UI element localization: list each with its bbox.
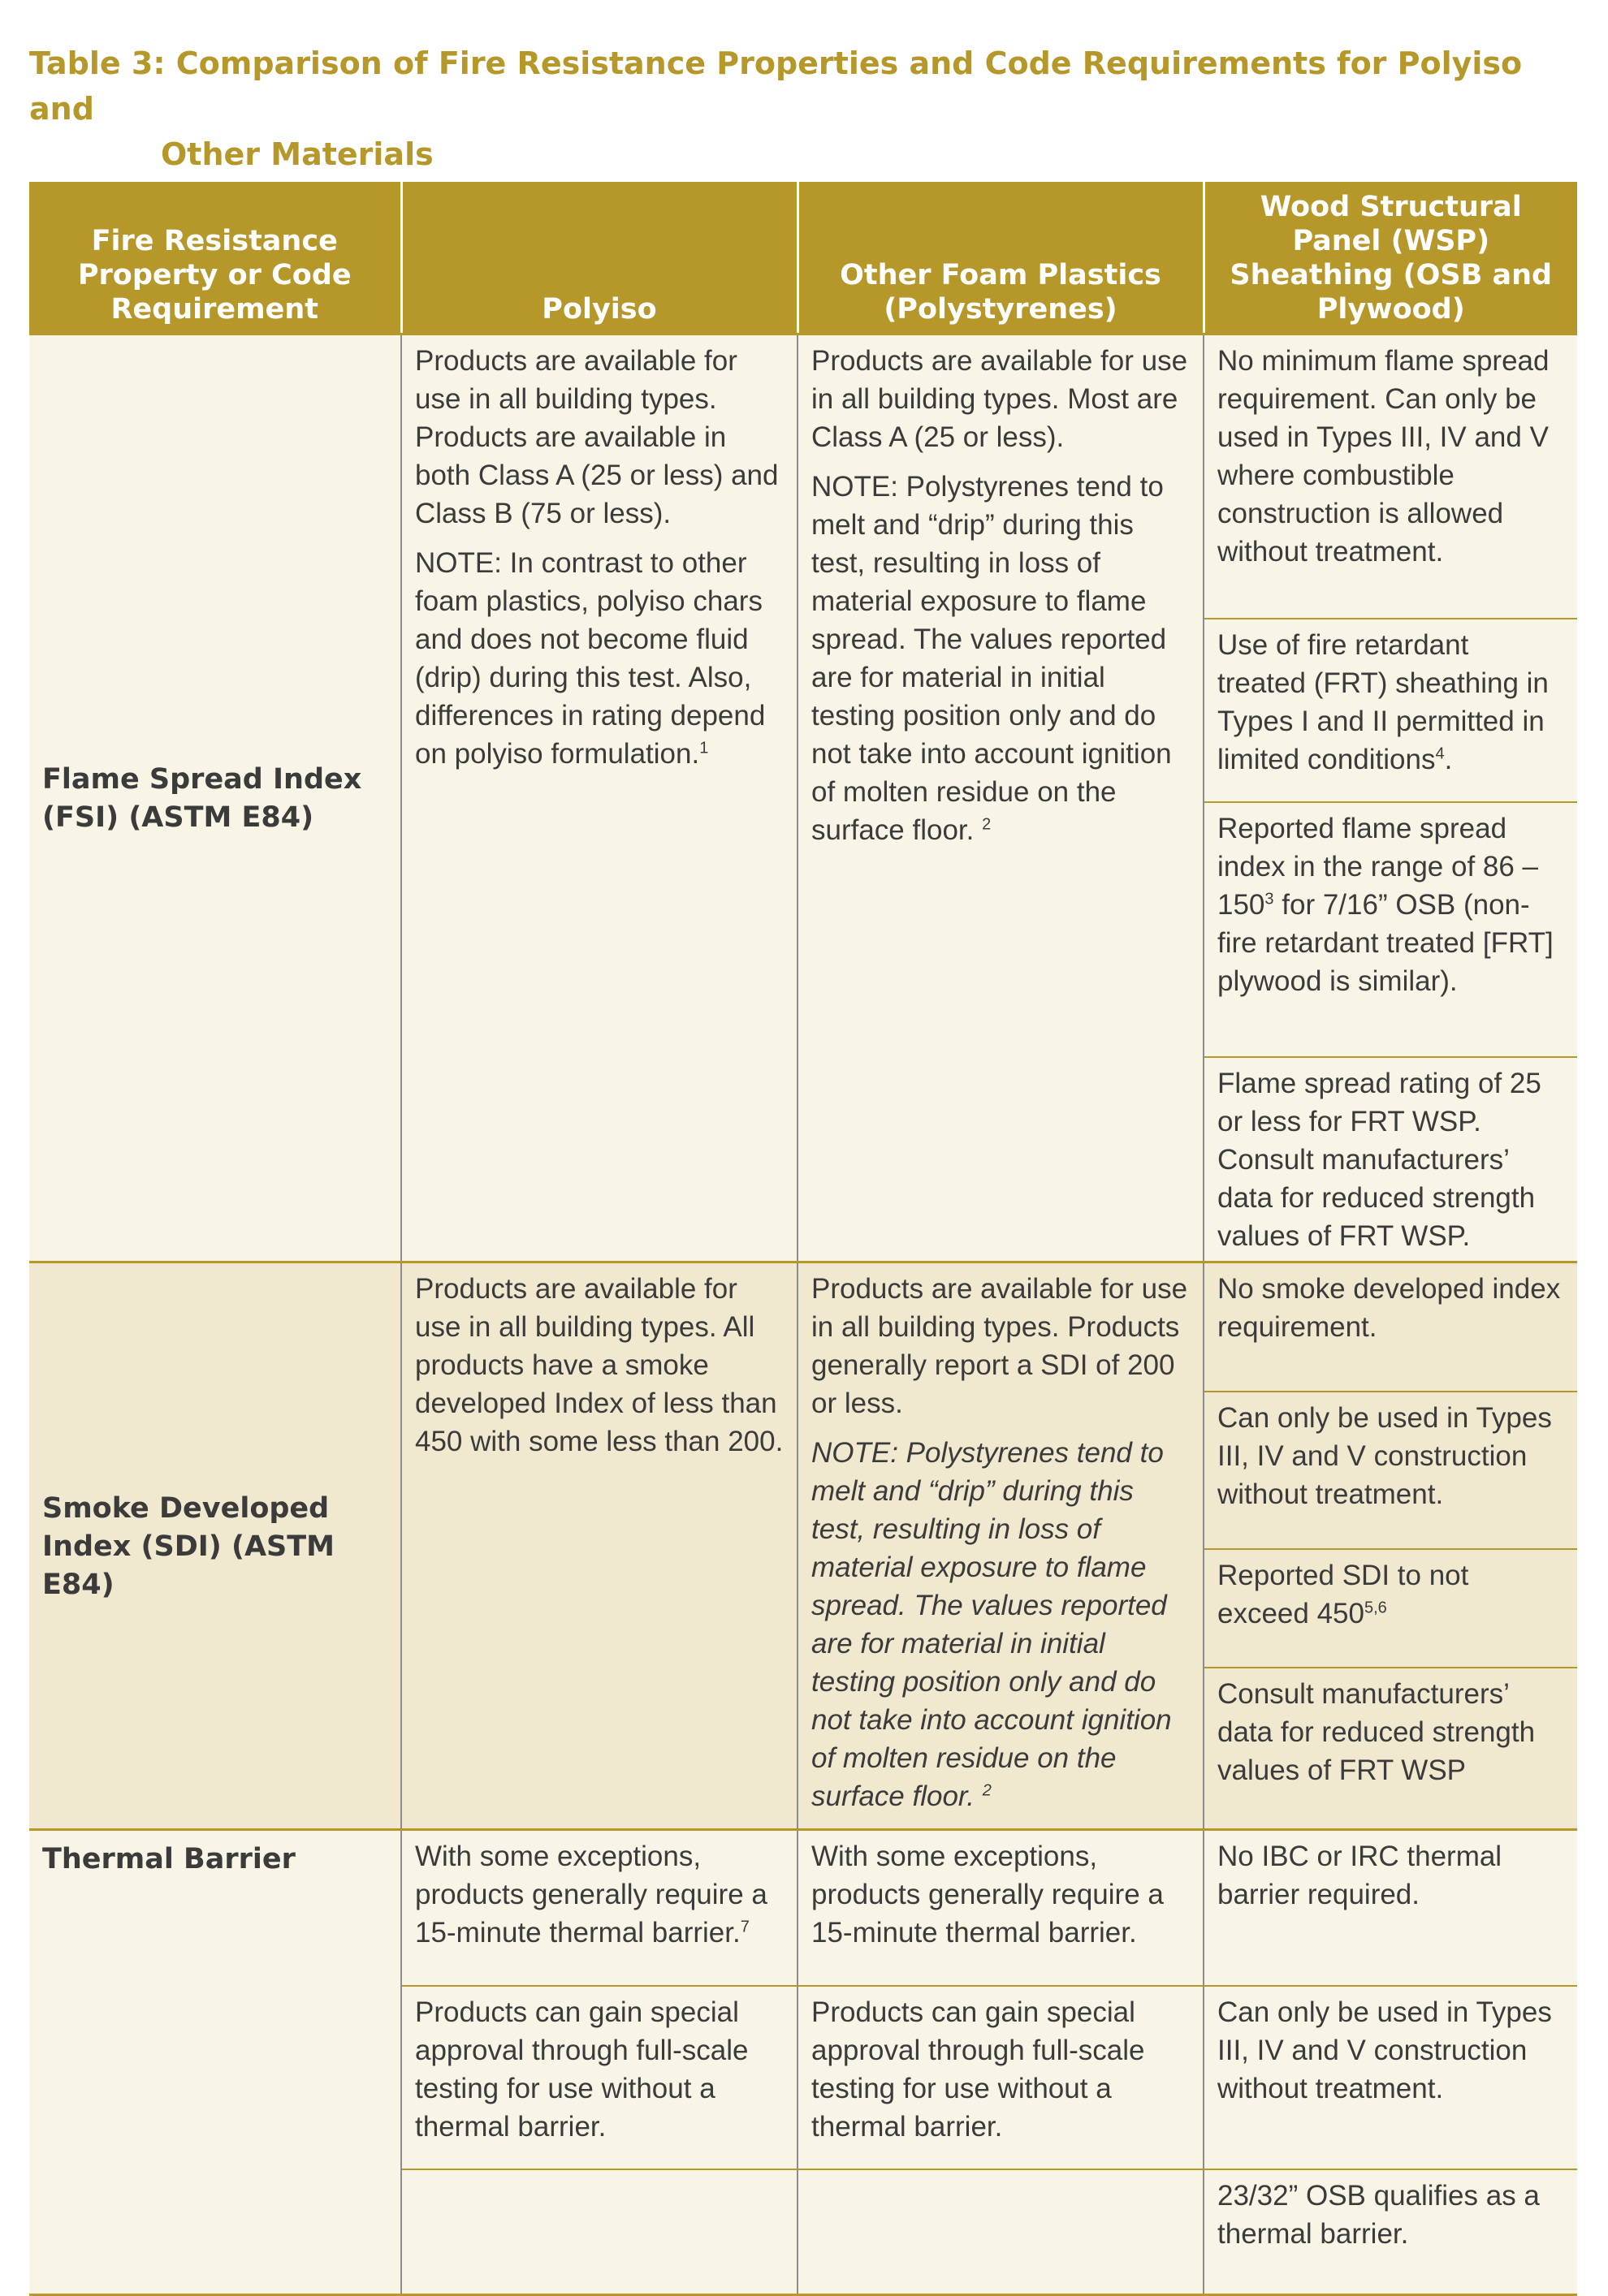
fsi-wsp-2-end: . [1444, 743, 1453, 775]
table-title [29, 41, 1572, 177]
header-row [29, 182, 1577, 334]
tb-row-1 [29, 1830, 1577, 1986]
header-property: Fire Resistance Property or Code Requirement [29, 182, 401, 334]
header-other-foam: Other Foam Plastics (Polystyrenes) [798, 182, 1204, 334]
fsi-other-foam [798, 334, 1204, 1262]
sdi-wsp-4: Consult manufacturers’ data for reduced strength values of FRT WSP [1204, 1668, 1577, 1830]
fsi-polyiso-note [415, 544, 784, 773]
sdi-label: Smoke Developed Index (SDI) (ASTM E84) [29, 1262, 401, 1830]
comparison-table [29, 182, 1577, 2296]
sdi-foam-note-text: NOTE: Polystyrenes tend to melt and “drip” during this test, resulting in loss of material exposure to flame spread. The values reported are for material in initial testing position only and do not take into account ignition of molten residue on the surface floor. [811, 1437, 1172, 1812]
tb-foam-3 [798, 2169, 1204, 2295]
fsi-wsp-3-text: Reported flame spread index in the range of 86 – 150 [1217, 812, 1539, 921]
fsi-polyiso [401, 334, 798, 1262]
sdi-wsp-1: No smoke developed index requirement. [1204, 1262, 1577, 1392]
sdi-wsp-2: Can only be used in Types III, IV and V construction without treatment. [1204, 1392, 1577, 1549]
fsi-wsp-2-text: Use of fire retardant treated (FRT) sheathing in Types I and II permitted in limited conditions [1217, 628, 1549, 775]
table-title-line2: Other Materials [161, 136, 434, 172]
fsi-wsp-3 [1204, 802, 1577, 1057]
tb-polyiso-1-text: With some exceptions, products generally require a 15-minute thermal barrier. [415, 1841, 767, 1949]
sdi-wsp-3-text: Reported SDI to not exceed 450 [1217, 1559, 1469, 1629]
sdi-wsp-3 [1204, 1549, 1577, 1668]
tb-polyiso-1 [401, 1830, 798, 1986]
header-polyiso: Polyiso [401, 182, 798, 334]
tb-wsp-3: 23/32” OSB qualifies as a thermal barrier. [1204, 2169, 1577, 2295]
fsi-polyiso-text: Products are available for use in all building types. Products are available in both Class A (25 or less) and Class B (75 or less). [415, 345, 779, 529]
sdi-foam-note [811, 1434, 1190, 1815]
footnote-ref: 2 [982, 815, 992, 834]
sdi-row-1 [29, 1262, 1577, 1392]
footnote-ref: 5,6 [1364, 1598, 1387, 1616]
fsi-polyiso-note-text: NOTE: In contrast to other foam plastics, polyiso chars and does not become fluid (drip) during this test. Also, differences in rating depend on polyiso formulation. [415, 547, 766, 770]
tb-polyiso-3 [401, 2169, 798, 2295]
fsi-foam-note [811, 468, 1190, 849]
fsi-wsp-1: No minimum flame spread requirement. Can only be used in Types III, IV and V where combustible construction is allowed without treatment. [1204, 334, 1577, 619]
tb-foam-2: Products can gain special approval through full-scale testing for use without a thermal barrier. [798, 1986, 1204, 2169]
fsi-foam-text: Products are available for use in all building types. Most are Class A (25 or less). [811, 345, 1188, 453]
sdi-other-foam [798, 1262, 1204, 1830]
tb-foam-1: With some exceptions, products generally require a 15-minute thermal barrier. [798, 1830, 1204, 1986]
fsi-wsp-2 [1204, 619, 1577, 802]
tb-wsp-2: Can only be used in Types III, IV and V construction without treatment. [1204, 1986, 1577, 2169]
fsi-foam-note-text: NOTE: Polystyrenes tend to melt and “drip” during this test, resulting in loss of material exposure to flame spread. The values reported are for material in initial testing position only and do not take into account ignition of molten residue on the surface floor. [811, 471, 1172, 846]
sdi-polyiso: Products are available for use in all building types. All products have a smoke developed Index of less than 450 with some less than 200. [401, 1262, 798, 1830]
sdi-foam-text: Products are available for use in all building types. Products generally report a SDI of 200 or less. [811, 1273, 1188, 1419]
footnote-ref: 4 [1435, 744, 1445, 762]
fsi-wsp-4: Flame spread rating of 25 or less for FRT WSP. Consult manufacturers’ data for reduced strength values of FRT WSP. [1204, 1057, 1577, 1262]
footnote-ref: 7 [740, 1918, 750, 1936]
fsi-row-1 [29, 334, 1577, 619]
footnote-ref: 2 [982, 1781, 992, 1800]
fsi-label: Flame Spread Index (FSI) (ASTM E84) [29, 334, 401, 1262]
tb-wsp-1: No IBC or IRC thermal barrier required. [1204, 1830, 1577, 1986]
footnote-ref: 1 [699, 739, 709, 757]
tb-label: Thermal Barrier [29, 1830, 401, 2295]
fsi-wsp-3-text-end: for 7/16” OSB (non-fire retardant treated [FRT] plywood is similar). [1217, 888, 1554, 997]
footnote-ref: 3 [1264, 889, 1274, 908]
header-wsp: Wood Structural Panel (WSP) Sheathing (OSB and Plywood) [1204, 182, 1577, 334]
table-title-line1: Table 3: Comparison of Fire Resistance Properties and Code Requirements for Polyiso and [29, 45, 1523, 127]
tb-polyiso-2: Products can gain special approval through full-scale testing for use without a thermal barrier. [401, 1986, 798, 2169]
